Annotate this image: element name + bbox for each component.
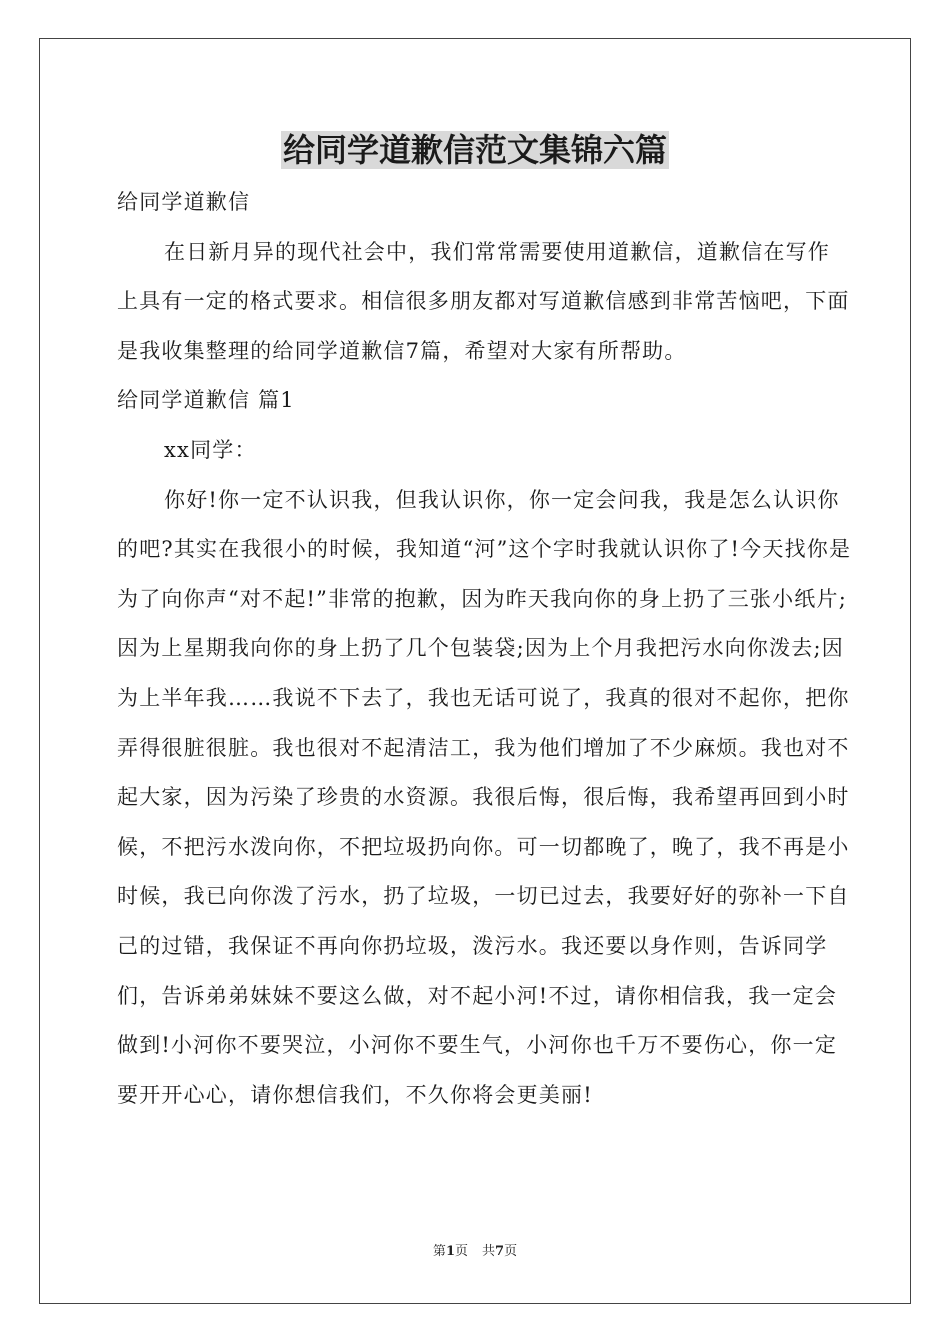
- footer-page-current: 1: [445, 1244, 455, 1259]
- footer-total-prefix: 共: [482, 1244, 496, 1259]
- intro-paragraph: 在日新月异的现代社会中，我们常常需要使用道歉信，道歉信在写作上具有一定的格式要求。相信很多朋友都对写道歉信感到非常苦恼吧，下面是我收集整理的给同学道歉信7篇，希望对大家有所帮助。: [117, 239, 850, 363]
- footer-page-total: 7: [495, 1244, 505, 1259]
- section-heading: 给同学道歉信 篇1: [117, 388, 295, 413]
- document-title: [0, 128, 950, 172]
- document-heading: 给同学道歉信: [117, 190, 251, 214]
- document-title-text: 给同学道歉信范文集锦六篇: [282, 131, 667, 169]
- page-footer: [0, 1243, 950, 1261]
- footer-page-prefix: 第: [432, 1244, 446, 1259]
- footer-page-suffix: 页: [454, 1244, 468, 1259]
- letter-salutation: xx同学：: [164, 437, 257, 462]
- footer-total-suffix: 页: [504, 1244, 518, 1259]
- document-body: [117, 178, 852, 1120]
- letter-body-paragraph: 你好!你一定不认识我，但我认识你，你一定会问我，我是怎么认识你的吧?其实在我很小的时候，我知道“河”这个字时我就认识你了!今天找你是为了向你声“对不起!”非常的抱歉，因为昨天我向你的身上扔了三张小纸片;因为上星期我向你的身上扔了几个包装袋;因为上个月我把污水向你泼去;因为上半年我……我说不下去了，我也无话可说了，我真的很对不起你，把你弄得很脏很脏。我也很对不起清洁工，我为他们增加了不少麻烦。我也对不起大家，因为污染了珍贵的水资源。我很后悔，很后悔，我希望再回到小时候，不把污水泼向你，不把垃圾扔向你。可一切都晚了，晚了，我不再是小时候，我已向你泼了污水，扔了垃圾，一切已过去，我要好好的弥补一下自己的过错，我保证不再向你扔垃圾，泼污水。我还要以身作则，告诉同学们，告诉弟弟妹妹不要这么做，对不起小河!不过，请你相信我，我一定会做到!小河你不要哭泣，小河你不要生气，小河你也千万不要伤心，你一定要开开心心，请你想信我们，不久你将会更美丽!: [117, 487, 852, 1107]
